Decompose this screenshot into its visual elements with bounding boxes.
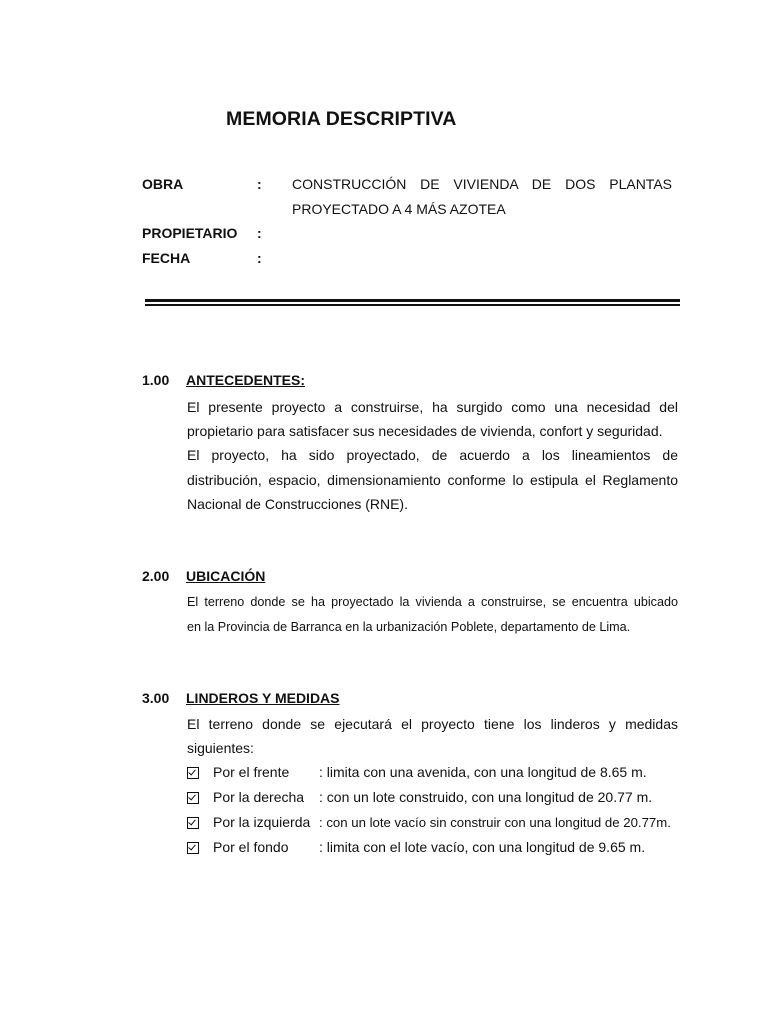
fecha-colon: : — [257, 250, 262, 266]
lindero-izquierda-desc: : con un lote vacío sin construir con una longitud de 20.77m. — [319, 815, 671, 830]
propietario-colon: : — [257, 225, 262, 241]
section-2-number: 2.00 — [142, 568, 170, 584]
section-2-title: UBICACIÓN — [186, 568, 266, 584]
section-3-title: LINDEROS Y MEDIDAS — [186, 690, 340, 706]
obra-colon: : — [257, 176, 262, 192]
lindero-fondo-desc: : limita con el lote vacío, con una longitud de 9.65 m. — [319, 839, 646, 855]
lindero-derecha-label: Por la derecha — [213, 789, 305, 805]
header-divider-thin — [145, 304, 680, 306]
obra-value-line1: CONSTRUCCIÓN DE VIVIENDA DE DOS PLANTAS — [292, 176, 672, 192]
section-1-title: ANTECEDENTES: — [186, 372, 306, 388]
lindero-frente-label: Por el frente — [213, 764, 290, 780]
paragraph-line: El proyecto, ha sido proyectado, de acuerdo a los lineamientos de — [187, 447, 678, 464]
obra-label: OBRA — [142, 176, 184, 192]
checked-box-icon — [187, 791, 199, 806]
checked-box-icon — [187, 816, 199, 831]
obra-value-line2: PROYECTADO A 4 MÁS AZOTEA — [292, 201, 506, 217]
paragraph-line: distribución, espacio, dimensionamiento conforme lo estipula el Reglamento — [187, 471, 678, 488]
section-3-number: 3.00 — [142, 690, 170, 706]
paragraph-line: El terreno donde se ejecutará el proyecto tiene los linderos y medidas — [187, 716, 678, 732]
lindero-izquierda-label: Por la izquierda — [213, 814, 311, 830]
paragraph-line: El presente proyecto a construirse, ha surgido como una necesidad del — [187, 399, 678, 415]
paragraph-line: Nacional de Construcciones (RNE). — [187, 495, 408, 512]
section-3-paragraph — [187, 712, 678, 760]
lindero-fondo-label: Por el fondo — [213, 839, 289, 855]
document-title: MEMORIA DESCRIPTIVA — [226, 108, 457, 130]
header-divider-thick — [145, 299, 680, 302]
fecha-label: FECHA — [142, 250, 191, 266]
propietario-label: PROPIETARIO — [142, 225, 238, 241]
checked-box-icon — [187, 766, 199, 781]
paragraph-line: propietario para satisfacer sus necesidades de vivienda, confort y seguridad. — [187, 423, 663, 440]
section-2-paragraph — [187, 590, 678, 640]
paragraph-line: El terreno donde se ha proyectado la vivienda a construirse, se encuentra ubicado — [187, 595, 678, 609]
section-1-paragraph — [187, 395, 678, 516]
paragraph-line: en la Provincia de Barranca en la urbanización Poblete, departamento de Lima. — [187, 620, 631, 634]
section-1-number: 1.00 — [142, 372, 170, 388]
paragraph-line: siguientes: — [187, 740, 254, 757]
lindero-frente-desc: : limita con una avenida, con una longitud de 8.65 m. — [319, 764, 647, 780]
lindero-derecha-desc: : con un lote construido, con una longitud de 20.77 m. — [319, 789, 653, 805]
checked-box-icon — [187, 841, 199, 856]
